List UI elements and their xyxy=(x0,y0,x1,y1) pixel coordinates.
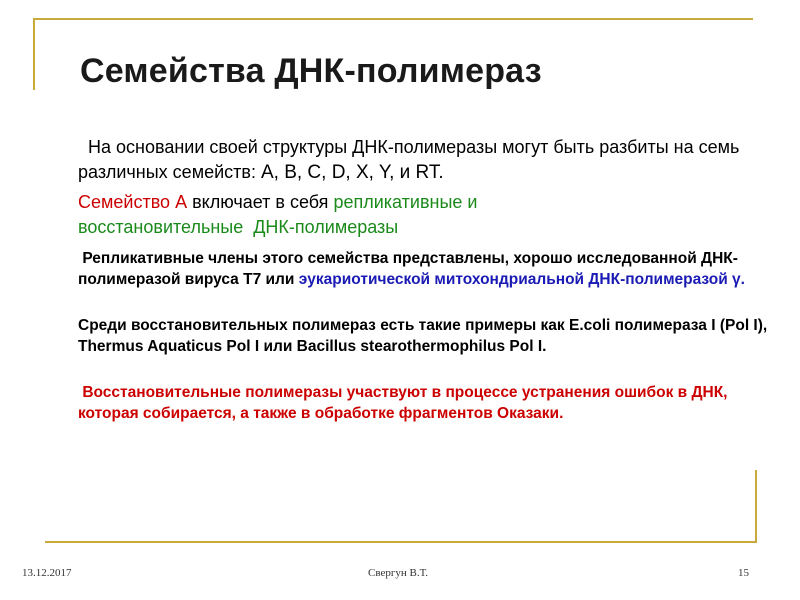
repair-function-text: Восстановительные полимеразы участвуют в процессе устранения ошибок в ДНК, которая собирается, а также в обработке фрагментов Оказаки. xyxy=(78,384,728,422)
paragraph-replicative-members xyxy=(78,248,768,290)
footer-date: 13.12.2017 xyxy=(22,567,72,579)
footer-author: Свергун В.Т. xyxy=(368,567,428,579)
replicative-term: репликативные xyxy=(333,192,463,212)
frame-right-line xyxy=(755,470,757,543)
frame-top-line xyxy=(33,18,753,20)
paragraph-families-intro xyxy=(78,135,768,185)
family-a-label: Семейство А xyxy=(78,192,188,212)
repair-examples-text: Среди восстановительных полимераз есть такие примеры как E.coli полимераза I (Pol I), Thermus Aquaticus Pol I или Bacillus stearothermophilus Pol I. xyxy=(78,317,768,355)
repair-term: восстановительные xyxy=(78,217,244,237)
intro-text: На основании своей структуры ДНК-полимеразы могут быть разбиты на семь различных семейств: xyxy=(78,137,740,182)
slide-title: Семейства ДНК-полимераз xyxy=(80,52,542,90)
frame-bottom-line xyxy=(45,541,757,543)
and-word: и xyxy=(467,192,478,212)
family-list: A, B, C, D, X, Y, и RT. xyxy=(260,162,444,183)
paragraph-family-a xyxy=(78,190,768,240)
dna-polymerases-term: ДНК-полимеразы xyxy=(253,217,399,237)
frame-left-line xyxy=(33,18,35,90)
includes-text: включает в себя xyxy=(192,192,329,212)
paragraph-repair-function xyxy=(78,382,768,424)
paragraph-repair-examples xyxy=(78,315,768,357)
replicative-members-text: Репликативные члены этого семейства представлены, хорошо исследованной ДНК-полимеразой вируса Т7 или xyxy=(78,250,738,288)
mitochondrial-polymerase-highlight: эукариотической митохондриальной ДНК-полимеразой γ. xyxy=(298,271,745,288)
footer-page-number: 15 xyxy=(738,567,749,579)
